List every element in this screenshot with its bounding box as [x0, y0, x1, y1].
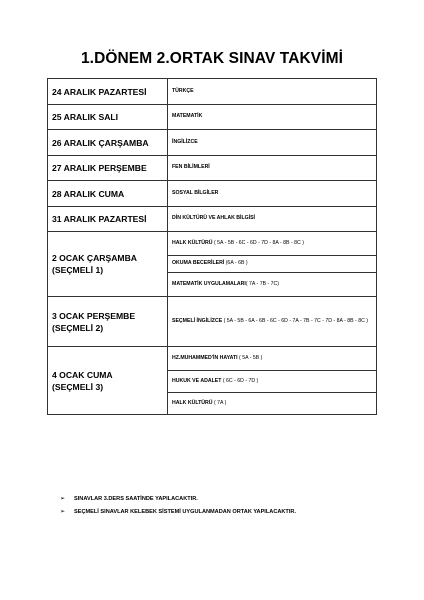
table-row	[48, 156, 377, 181]
exam-subject-cell	[168, 181, 377, 207]
exam-date-cell	[48, 297, 168, 347]
table-row	[48, 181, 377, 207]
exam-date-cell	[48, 347, 168, 415]
class-list: ( 5A - 5B )	[237, 354, 263, 361]
exam-subject-cell	[168, 79, 377, 105]
exam-subject-cell	[168, 156, 377, 181]
exam-date-cell	[48, 105, 168, 130]
subject-name: HUKUK VE ADALET	[172, 377, 222, 384]
exam-date: 31 ARALIK PAZARTESİ	[52, 214, 147, 224]
subject-name: İNGİLİZCE	[172, 138, 198, 145]
exam-subject-cell	[168, 393, 377, 415]
exam-subject-cell	[168, 273, 377, 297]
subject-name: OKUMA BECERİLERİ	[172, 260, 225, 267]
note-text: SEÇMELİ SINAVLAR KELEBEK SİSTEMİ UYGULANMADAN ORTAK YAPILACAKTIR.	[74, 509, 296, 515]
subject-name: HZ.MUHAMMED'İN HAYATI	[172, 354, 238, 361]
class-list: ( 6C - 6D - 7D )	[221, 377, 259, 384]
table-row	[48, 232, 377, 256]
exam-date-cell	[48, 130, 168, 156]
table-row	[48, 105, 377, 130]
subject-name: HALK KÜLTÜRÜ	[172, 239, 213, 246]
exam-date: 2 OCAK ÇARŞAMBA	[52, 253, 137, 263]
exam-subject-cell	[168, 371, 377, 393]
class-list: ( 5A - 5B - 6A - 6B - 6C - 6D - 7A - 7B - 7C - 7D - 8A - 8B - 8C )	[222, 317, 369, 324]
exam-date: 28 ARALIK CUMA	[52, 188, 125, 199]
subject-name: MATEMATİK UYGULAMALARI	[172, 280, 246, 287]
subject-name: MATEMATİK	[172, 113, 203, 120]
subject-name: SEÇMELİ İNGİLİZCE	[172, 317, 223, 324]
exam-subject-cell	[168, 207, 377, 232]
note-text: SINAVLAR 3.DERS SAATİNDE YAPILACAKTIR.	[74, 496, 198, 502]
exam-date: 3 OCAK PERŞEMBE	[52, 310, 136, 321]
arrow-bullet-icon: ➢	[60, 496, 66, 502]
exam-date-cell	[48, 79, 168, 105]
exam-subject-cell	[168, 256, 377, 273]
subject-name: HALK KÜLTÜRÜ	[172, 399, 213, 406]
table-row	[48, 130, 377, 156]
notes-list	[60, 493, 296, 519]
exam-date-cell	[48, 232, 168, 297]
page-title: 1.DÖNEM 2.ORTAK SINAV TAKVİMİ	[80, 50, 344, 67]
class-list: ( 5A - 5B - 6C - 6D - 7D - 8A - 8B - 8C )	[212, 239, 304, 246]
exam-subject-cell	[168, 297, 377, 347]
table-row	[48, 347, 377, 371]
exam-date: 4 OCAK CUMA	[52, 369, 113, 380]
subject-name: DİN KÜLTÜRÜ VE AHLAK BİLGİSİ	[172, 215, 255, 222]
exam-subject-cell	[168, 105, 377, 130]
class-list: ( 7A - 7B - 7C)	[245, 280, 280, 287]
class-list: (6A - 6B )	[224, 260, 248, 267]
exam-subject-cell	[168, 130, 377, 156]
exam-date-cell	[48, 181, 168, 207]
exam-date: 25 ARALIK SALI	[52, 112, 119, 122]
exam-schedule-table	[47, 78, 377, 415]
exam-date-cell	[48, 156, 168, 181]
exam-subject-cell	[168, 347, 377, 371]
arrow-bullet-icon: ➢	[60, 509, 66, 515]
subject-name: FEN BİLİMLERİ	[172, 164, 210, 171]
subject-name: TÜRKÇE	[172, 87, 194, 94]
note-item	[60, 506, 296, 519]
note-item	[60, 493, 296, 506]
exam-subject-cell	[168, 232, 377, 256]
exam-date: 26 ARALIK ÇARŞAMBA	[52, 137, 149, 148]
exam-date: 27 ARALIK PERŞEMBE	[52, 163, 147, 173]
elective-label: (SEÇMELİ 1)	[52, 265, 104, 275]
elective-label: (SEÇMELİ 3)	[52, 381, 104, 392]
subject-name: SOSYAL BİLGİLER	[172, 189, 219, 196]
table-row	[48, 79, 377, 105]
exam-date: 24 ARALIK PAZARTESİ	[52, 86, 147, 97]
table-row	[48, 207, 377, 232]
exam-date-cell	[48, 207, 168, 232]
elective-label: (SEÇMELİ 2)	[52, 322, 104, 333]
class-list: ( 7A )	[212, 399, 227, 406]
table-row	[48, 297, 377, 347]
